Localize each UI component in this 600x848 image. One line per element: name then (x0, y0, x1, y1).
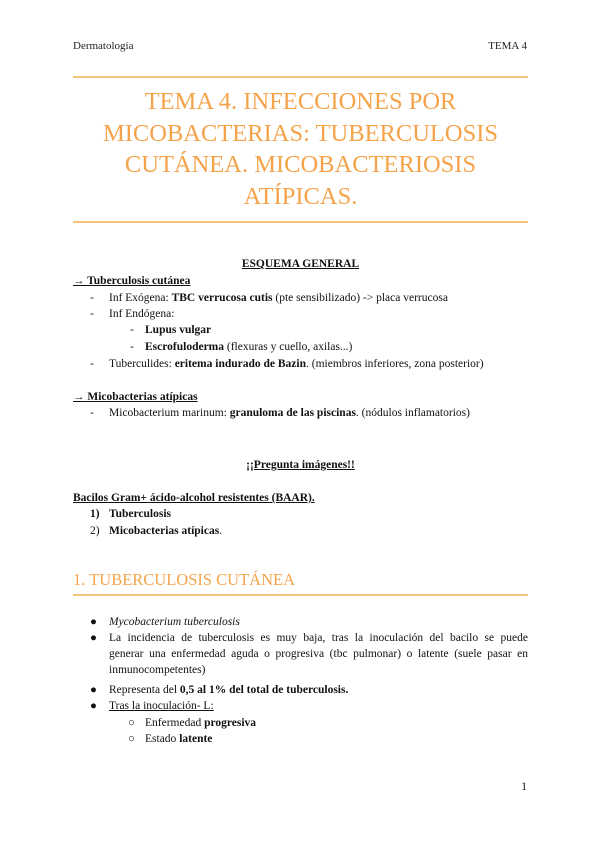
item-inf-endogena: Inf Endógena: (109, 308, 175, 320)
circle-bullet: ○ (128, 717, 135, 729)
bullet-dot: ● (90, 700, 97, 712)
bullet-dot: ● (90, 616, 97, 628)
bullet-dot: ● (90, 684, 97, 696)
section-1-rule (73, 594, 528, 596)
page-title (73, 86, 528, 212)
item-inf-exogena (109, 290, 448, 306)
numbered-item-micobacterias (109, 523, 222, 539)
numbered-marker: 2) (90, 525, 100, 537)
running-header-left: Dermatología (73, 40, 134, 52)
item-text: Micobacterium marinum: (109, 407, 230, 419)
item-bold: granuloma de las piscinas (229, 407, 356, 419)
micobacterias-atipicas-heading: → Micobacterias atípicas (73, 391, 198, 403)
item-bold: latente (179, 733, 213, 745)
item-tuberculides (109, 356, 484, 372)
item-escrofuloderma (145, 339, 352, 355)
item-bold: eritema indurado de Bazin (174, 358, 306, 370)
bullet-inoculacion: Tras la inoculación- L: (109, 700, 214, 712)
bullet-mycobacterium: Mycobacterium tuberculosis (109, 616, 240, 628)
dash-bullet: - (90, 358, 94, 370)
title-line-1: TEMA 4. INFECCIONES POR (144, 88, 457, 115)
item-marinum (109, 405, 470, 421)
title-bottom-rule (73, 221, 528, 223)
item-text: . (miembros inferiores, zona posterior) (306, 358, 484, 370)
title-top-rule (73, 76, 528, 78)
title-line-2: MICOBACTERIAS: TUBERCULOSIS (102, 119, 498, 147)
item-text: (pte sensibilizado) -> placa verrucosa (272, 292, 448, 304)
bullet-dot: ● (90, 632, 97, 644)
pregunta-imagenes: ¡¡Pregunta imágenes!! (246, 459, 355, 471)
tb-cutanea-heading: → Tuberculosis cutánea (73, 275, 191, 287)
text-line: La incidencia de tuberculosis es muy baja, tras la inoculación del bacilo se puede (109, 632, 528, 644)
text-line: generar una enfermedad aguda o progresiva (tbc pulmonar) o latente (suele pasar en (109, 648, 528, 660)
item-bold: Escrofuloderma (145, 341, 225, 353)
subitem-progresiva (145, 715, 256, 731)
title-line-3: CUTÁNEA. MICOBACTERIOSIS (124, 151, 477, 178)
item-lupus-vulgar: Lupus vulgar (145, 324, 212, 336)
text-line: inmunocompetentes) (109, 664, 206, 676)
baar-heading: Bacilos Gram+ ácido-alcohol resistentes (BAAR). (73, 492, 315, 504)
running-header-right: TEMA 4 (488, 40, 527, 52)
numbered-marker: 1) (90, 508, 100, 520)
subitem-latente (145, 731, 212, 747)
item-text: Enfermedad (145, 717, 205, 729)
item-text: . (nódulos inflamatorios) (355, 407, 470, 419)
item-text: (flexuras y cuello, axilas...) (224, 341, 353, 353)
item-bold: TBC verrucosa cutis (171, 292, 273, 304)
circle-bullet: ○ (128, 733, 135, 745)
numbered-item-tuberculosis: Tuberculosis (109, 508, 171, 520)
dash-bullet: - (90, 407, 94, 419)
dash-bullet: - (90, 292, 94, 304)
section-1-title: 1. TUBERCULOSIS CUTÁNEA (73, 570, 296, 589)
title-line-4: ATÍPICAS. (243, 182, 358, 210)
dash-bullet: - (130, 324, 134, 336)
item-text: Tuberculides: (109, 358, 175, 370)
item-text: Representa del (109, 684, 180, 696)
item-bold: 0,5 al 1% del total de tuberculosis. (179, 684, 349, 696)
item-text: Estado (145, 733, 180, 745)
dash-bullet: - (130, 341, 134, 353)
item-text: . (219, 525, 223, 537)
bullet-representa (109, 682, 348, 698)
item-bold: Micobacterias atípicas (109, 525, 220, 537)
esquema-heading: ESQUEMA GENERAL (241, 258, 360, 270)
item-bold: progresiva (204, 717, 257, 729)
bullet-incidencia (109, 630, 528, 678)
item-text: Inf Exógena: (109, 292, 172, 304)
page-number: 1 (521, 781, 527, 793)
dash-bullet: - (90, 308, 94, 320)
